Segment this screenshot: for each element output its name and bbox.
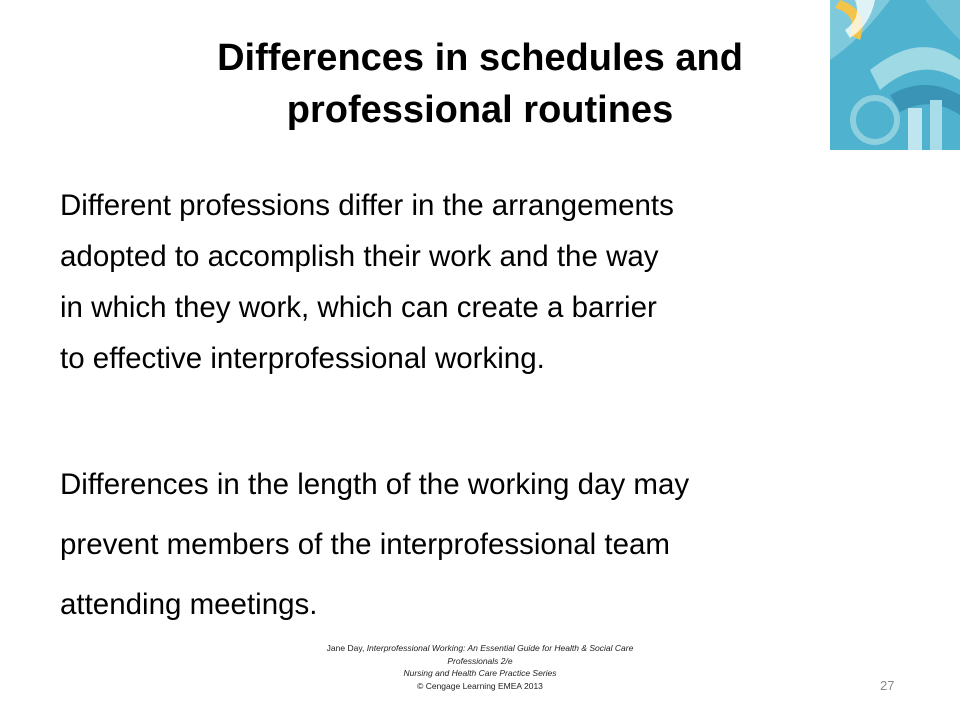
paragraph-line: to effective interprofessional working. <box>60 342 545 375</box>
corner-decoration-image <box>830 0 960 150</box>
paragraph-line: prevent members of the interprofessional team <box>60 528 670 561</box>
paragraph-line: attending meetings. <box>60 588 318 621</box>
paragraph-line: in which they work, which can create a barrier <box>60 291 657 324</box>
citation-book-title: Interprofessional Working: An Essential Guide for Health & Social Care <box>366 643 634 653</box>
paragraph-line: adopted to accomplish their work and the way <box>60 240 659 273</box>
paragraph-line: Differences in the length of the working day may <box>60 468 690 501</box>
body-paragraph <box>60 455 920 635</box>
slide-title <box>150 32 810 136</box>
citation-footer <box>270 642 690 692</box>
citation-series: Nursing and Health Care Practice Series <box>403 668 557 678</box>
citation-line <box>270 642 690 655</box>
body-paragraph <box>60 180 920 384</box>
paragraph-line: Different professions differ in the arrangements <box>60 189 674 222</box>
title-line: Differences in schedules and <box>217 37 743 79</box>
citation-book-title-cont: Professionals 2/e <box>447 655 513 666</box>
title-line: professional routines <box>286 89 674 131</box>
citation-author: Jane Day, <box>326 643 367 653</box>
slide-number: 27 <box>880 678 895 693</box>
citation-copyright: © Cengage Learning EMEA 2013 <box>417 680 543 691</box>
